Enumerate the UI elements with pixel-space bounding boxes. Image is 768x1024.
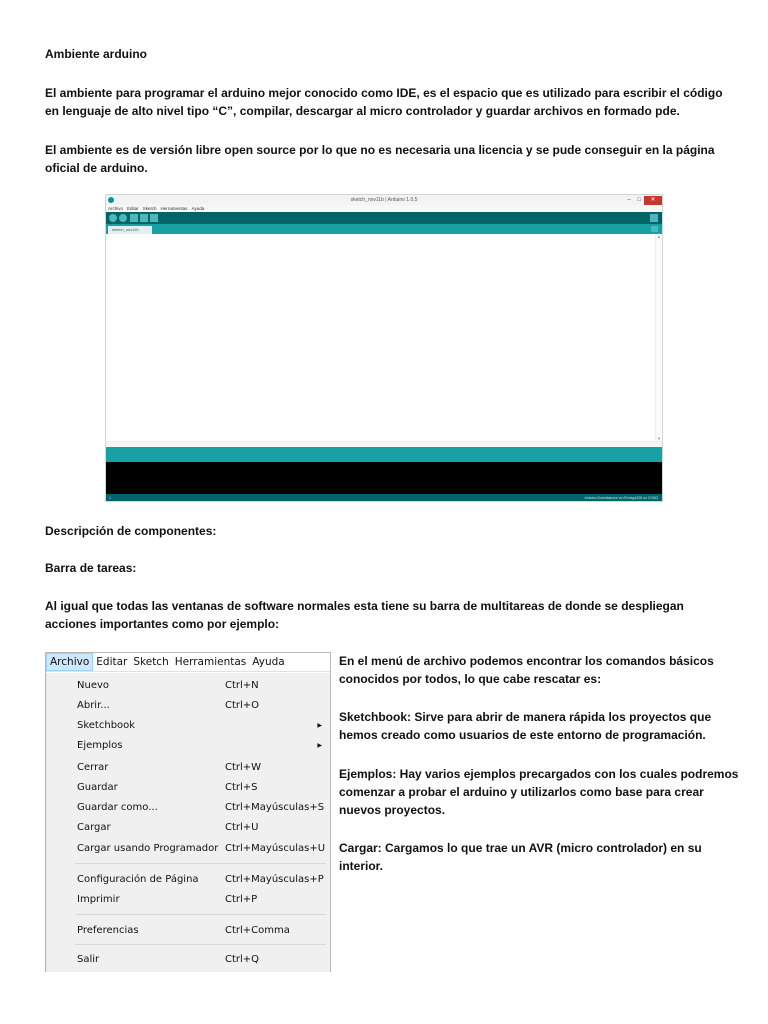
menu-separator	[75, 914, 326, 915]
ide-menu-editar[interactable]: Editar	[127, 206, 139, 211]
menu-bar-herramientas[interactable]: Herramientas	[174, 656, 247, 668]
arduino-ide-screenshot	[105, 194, 663, 502]
ide-console	[106, 462, 662, 494]
scroll-up-icon[interactable]: ▲	[657, 234, 661, 239]
menu-item-shortcut: Ctrl+O	[225, 700, 260, 711]
menu-item-cerrar[interactable]	[47, 758, 330, 778]
menu-item-label: Preferencias	[77, 925, 139, 936]
menu-item-label: Guardar como...	[77, 802, 158, 813]
menu-item-shortcut: Ctrl+Q	[225, 954, 260, 965]
menu-item-shortcut: Ctrl+P	[225, 894, 258, 905]
menu-bar-sketch[interactable]: Sketch	[133, 656, 169, 668]
scroll-down-icon[interactable]: ▼	[657, 436, 661, 441]
menu-item-guardar[interactable]	[47, 778, 330, 798]
submenu-arrow-icon: ▶	[317, 722, 322, 729]
menu-separator	[75, 944, 326, 945]
ide-toolbar	[106, 212, 662, 224]
menu-item-label: Configuración de Página	[77, 874, 199, 885]
menu-separator	[75, 863, 326, 864]
archivo-menu-screenshot	[45, 652, 331, 972]
menu-bar-editar[interactable]: Editar	[96, 656, 128, 668]
menu-item-label: Imprimir	[77, 894, 120, 905]
tab-menu-icon[interactable]	[651, 226, 658, 232]
menu-item-preferencias[interactable]	[47, 921, 330, 941]
serial-monitor-icon[interactable]	[650, 214, 658, 222]
menu-item-label: Salir	[77, 954, 100, 965]
menu-item-shortcut: Ctrl+Comma	[225, 925, 290, 936]
menu-item-label: Cargar usando Programador	[77, 843, 219, 854]
menu-item-shortcut: Ctrl+U	[225, 822, 259, 833]
submenu-arrow-icon: ▶	[317, 742, 322, 749]
menu-bar	[46, 653, 330, 672]
menu-item-label: Abrir...	[77, 700, 110, 711]
menu-item-nuevo[interactable]	[47, 676, 330, 696]
menu-item-cargar[interactable]	[47, 818, 330, 838]
open-icon[interactable]	[140, 214, 148, 222]
ejemplos-description: Ejemplos: Hay varios ejemplos precargados con los cuales podremos comenzar a probar el arduino y utilizarlos como base para crear nuevos proyectos.	[339, 767, 739, 817]
ide-menu-sketch[interactable]: Sketch	[142, 206, 157, 211]
minimize-icon[interactable]: –	[627, 197, 631, 203]
taskbar-paragraph: Al igual que todas las ventanas de software normales esta tiene su barra de multitareas de donde se despliegan acciones importantes como por ejemplo:	[45, 599, 684, 631]
ide-code-editor[interactable]	[106, 234, 662, 441]
menu-item-ejemplos[interactable]	[47, 736, 330, 756]
menu-item-shortcut: Ctrl+Mayúsculas+P	[225, 874, 324, 885]
menu-item-abrir[interactable]	[47, 696, 330, 716]
menu-item-label: Guardar	[77, 782, 118, 793]
license-paragraph: El ambiente es de versión libre open source por lo que no es necesaria una licencia y se pude conseguir en la página oficial de arduino.	[45, 143, 715, 175]
ide-menu-ayuda[interactable]: Ayuda	[191, 206, 205, 211]
ide-footer	[106, 494, 662, 502]
ide-menu-bar	[106, 205, 662, 212]
menu-item-shortcut: Ctrl+S	[225, 782, 258, 793]
ide-window-title: sketch_nov11b | Arduino 1.0.5	[350, 197, 418, 203]
menu-item-sketchbook[interactable]	[47, 716, 330, 736]
sketchbook-description: Sketchbook: Sirve para abrir de manera rápida los proyectos que hemos creado como usuarios de este entorno de programación.	[339, 710, 712, 742]
menu-item-shortcut: Ctrl+Mayúsculas+U	[225, 843, 326, 854]
menu-item-shortcut: Ctrl+W	[225, 762, 262, 773]
menu-item-label: Sketchbook	[77, 720, 136, 731]
menu-item-salir[interactable]	[47, 950, 330, 970]
verify-icon[interactable]	[109, 214, 117, 222]
close-icon[interactable]: ✕	[644, 196, 662, 205]
ide-vertical-scrollbar[interactable]	[655, 234, 662, 441]
ide-menu-archivo[interactable]: Archivo	[108, 206, 124, 211]
maximize-icon[interactable]: □	[637, 197, 641, 203]
ide-line-number: 1	[109, 496, 111, 500]
menu-item-label: Cargar	[77, 822, 111, 833]
upload-icon[interactable]	[119, 214, 127, 222]
ide-board-info: Arduino Duemilanove w/ ATmega328 on COM3	[584, 496, 658, 500]
menu-description: En el menú de archivo podemos encontrar los comandos básicos conocidos por todos, lo que cabe rescatar es:	[339, 654, 714, 686]
menu-item-configuracion-pagina[interactable]	[47, 870, 330, 890]
menu-item-label: Ejemplos	[77, 740, 123, 751]
ide-sketch-tab[interactable]: sketch_nov11b	[108, 226, 152, 234]
save-icon[interactable]	[150, 214, 158, 222]
menu-item-guardar-como[interactable]	[47, 798, 330, 818]
cargar-description: Cargar: Cargamos lo que trae un AVR (micro controlador) en su interior.	[339, 841, 702, 873]
components-heading: Descripción de componentes:	[45, 524, 217, 538]
new-icon[interactable]	[130, 214, 138, 222]
menu-item-shortcut: Ctrl+Mayúsculas+S	[225, 802, 325, 813]
intro-paragraph: El ambiente para programar el arduino mejor conocido como IDE, es el espacio que es utilizado para escribir el código en lenguaje de alto nivel tipo “C”, compilar, descargar al micro controlador y guardar archivos en formado pde.	[45, 86, 723, 118]
menu-item-label: Nuevo	[77, 680, 110, 691]
menu-item-cargar-programador[interactable]	[47, 839, 330, 859]
ide-tab-strip	[106, 224, 662, 234]
ide-menu-herramientas[interactable]: Herramientas	[160, 206, 188, 211]
ide-title-bar	[106, 195, 662, 205]
taskbar-heading: Barra de tareas:	[45, 561, 137, 575]
document-title: Ambiente arduino	[45, 47, 148, 61]
menu-bar-ayuda[interactable]: Ayuda	[252, 656, 285, 668]
menu-item-shortcut: Ctrl+N	[225, 680, 259, 691]
ide-status-bar	[106, 447, 662, 462]
menu-item-label: Cerrar	[77, 762, 109, 773]
menu-bar-archivo[interactable]: Archivo	[46, 653, 93, 671]
menu-item-imprimir[interactable]	[47, 890, 330, 910]
archivo-dropdown	[46, 673, 330, 972]
